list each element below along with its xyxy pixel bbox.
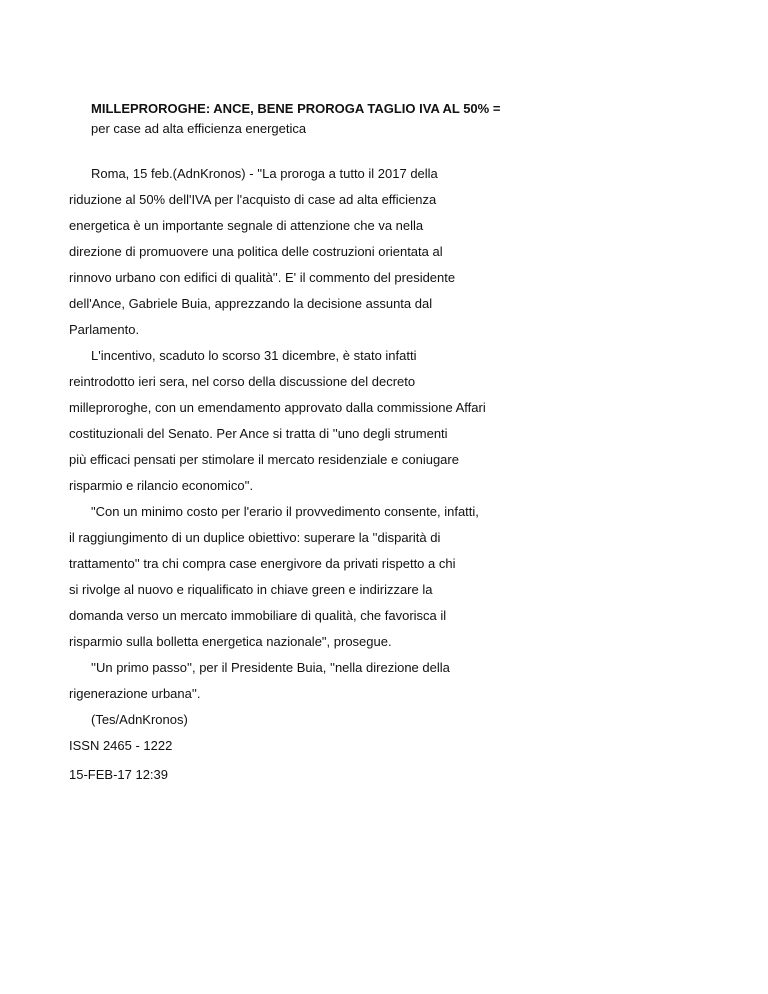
body-line: rigenerazione urbana''.: [69, 686, 201, 701]
body-line: più efficaci pensati per stimolare il mercato residenziale e coniugare: [69, 452, 459, 467]
body-line: risparmio sulla bolletta energetica nazionale", prosegue.: [69, 634, 392, 649]
body-line: ''Un primo passo'', per il Presidente Buia, ''nella direzione della: [91, 660, 450, 675]
body-line: Parlamento.: [69, 322, 140, 337]
article-headline: MILLEPROROGHE: ANCE, BENE PROROGA TAGLIO IVA AL 50% =: [91, 101, 501, 116]
body-line: reintrodotto ieri sera, nel corso della discussione del decreto: [69, 374, 416, 389]
body-line: costituzionali del Senato. Per Ance si tratta di ''uno degli strumenti: [69, 426, 448, 441]
article-subheadline: per case ad alta efficienza energetica: [91, 121, 307, 136]
body-line: direzione di promuovere una politica delle costruzioni orientata al: [69, 244, 443, 259]
body-line: riduzione al 50% dell'IVA per l'acquisto di case ad alta efficienza: [69, 192, 437, 207]
article-timestamp: 15-FEB-17 12:39: [69, 767, 169, 782]
body-line: domanda verso un mercato immobiliare di qualità, che favorisca il: [69, 608, 447, 623]
body-line: Roma, 15 feb.(AdnKronos) - ''La proroga a tutto il 2017 della: [91, 166, 438, 181]
news-article: [69, 100, 709, 795]
body-line: milleproroghe, con un emendamento approvato dalla commissione Affari: [69, 400, 486, 415]
body-line: si rivolge al nuovo e riqualificato in chiave green e indirizzare la: [69, 582, 433, 597]
article-source: (Tes/AdnKronos): [91, 712, 188, 727]
issn-number: ISSN 2465 - 1222: [69, 738, 173, 753]
body-line: L'incentivo, scaduto lo scorso 31 dicembre, è stato infatti: [91, 348, 417, 363]
body-line: rinnovo urbano con edifici di qualità''. E' il commento del presidente: [69, 270, 456, 285]
article-body: [69, 165, 709, 737]
body-line: trattamento'' tra chi compra case energivore da privati rispetto a chi: [69, 556, 456, 571]
body-line: risparmio e rilancio economico''.: [69, 478, 254, 493]
body-line: il raggiungimento di un duplice obiettivo: superare la ''disparità di: [69, 530, 441, 545]
body-line: "Con un minimo costo per l'erario il provvedimento consente, infatti,: [91, 504, 479, 519]
body-line: dell'Ance, Gabriele Buia, apprezzando la decisione assunta dal: [69, 296, 433, 311]
body-line: energetica è un importante segnale di attenzione che va nella: [69, 218, 424, 233]
